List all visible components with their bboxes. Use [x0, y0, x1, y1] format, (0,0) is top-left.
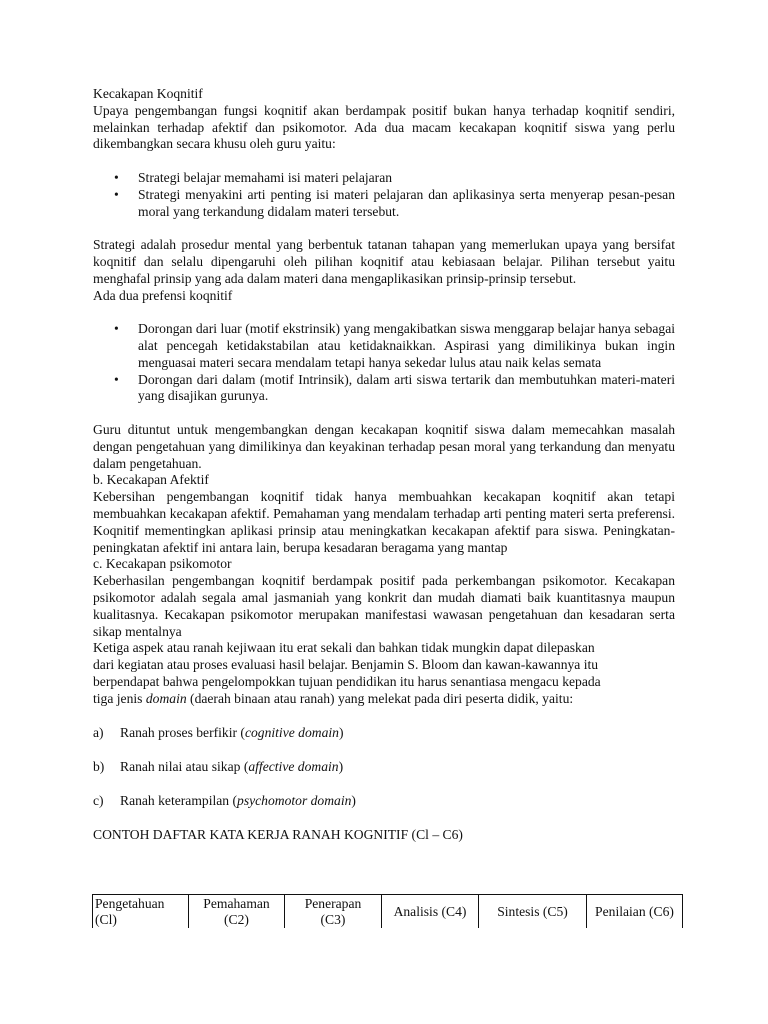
bloom-line: Ketiga aspek atau ranah kejiwaan itu erat sekali dan bahkan tidak mungkin dapat dilepaskan — [93, 640, 595, 656]
table-header-cell: Analisis (C4) — [382, 895, 479, 928]
document-body — [93, 86, 675, 844]
section-heading-afektif: b. Kecakapan Afektif — [93, 472, 209, 488]
table-header-row — [93, 895, 683, 928]
bloom-line: dari kegiatan atau proses evaluasi hasil belajar. Benjamin S. Bloom dan kawan-kawannya itu — [93, 657, 599, 673]
kata-kerja-table — [92, 894, 683, 928]
table-title: CONTOH DAFTAR KATA KERJA RANAH KOGNITIF (Cl – C6) — [93, 827, 463, 843]
list-item: • Dorongan dari dalam (motif Intrinsik), dalam arti siswa tertarik dan membutuhkan materi-materi yang disajikan gurunya. — [93, 372, 675, 406]
paragraph-conclusion: Guru dituntut untuk mengembangkan dengan kecakapan koqnitif siswa dalam memecahkan masalah dengan pengetahuan yang dimilikinya dan keyakinan terhadap pesan moral yang terkandung dan menyatu dalam pengetahuan. — [93, 421, 675, 471]
paragraph-strategy: Strategi adalah prosedur mental yang berbentuk tatanan tahapan yang memerlukan upaya yang bersifat koqnitif dan selalu dipengaruhi oleh pilihan koqnitif atau kebiasaan belajar. Pilihan tersebut yaitu menghafal prinsip yang ada dalam materi dana mengaplikasikan prinsip-prinsip tersebut. — [93, 237, 675, 286]
list-item: • Strategi menyakini arti penting isi materi pelajaran dan aplikasinya serta menyerap pesan-pesan moral yang terkandung didalam materi tersebut. — [93, 187, 675, 221]
paragraph-intro: Upaya pengembangan fungsi koqnitif akan berdampak positif bukan hanya terhadap koqnitif sendiri, melainkan terhadap afektif dan psikomotor. Ada dua macam kecakapan koqnitif siswa yang perlu dikembangkan secara khusu oleh guru yaitu: — [93, 102, 675, 152]
paragraph-prefensi-heading: Ada dua prefensi koqnitif — [93, 287, 233, 303]
domain-term: domain — [145, 690, 187, 706]
paragraph-bloom — [93, 640, 675, 707]
table-header-cell: Penilaian (C6) — [587, 895, 683, 928]
table-header-cell: Penerapan (C3) — [285, 895, 382, 928]
ranah-item-cognitive: a) Ranah proses berfikir (cognitive domain) — [93, 724, 344, 740]
list-item: • Dorongan dari luar (motif ekstrinsik) yang mengakibatkan siswa menggarap belajar hanya sebagai alat pencegah ketidakstabilan atau ketidaknaikkan. Aspirasi yang dimilikinya bukan ingin menguasai materi secara mendalam tetapi hanya sekedar lulus atau naik kelas semata — [93, 321, 675, 371]
bloom-line: berpendapat bahwa pengelompokkan tujuan pendidikan itu harus senantiasa mengacu kepada — [93, 673, 601, 689]
paragraph-afektif: Kebersihan pengembangan koqnitif tidak hanya membuahkan kecakapan koqnitif akan tetapi membuahkan kecakapan afektif. Pemahaman yang mendalam terhadap arti penting materi serta preferensi. Koqnitif mementingkan aplikasi prinsip atau meningkatkan kecakapan afektif para siswa. Peningkatan-peningkatan afektif ini antara lain, berupa kesadaran beragama yang mantap — [93, 489, 675, 555]
ranah-item-psychomotor: c) Ranah keterampilan (psychomotor domain) — [93, 793, 356, 809]
section-heading-kognitif: Kecakapan Koqnitif — [93, 86, 203, 101]
table-header-cell: Pengetahuan (Cl) — [93, 895, 189, 928]
paragraph-psikomotor: Keberhasilan pengembangan koqnitif berdampak positif pada perkembangan psikomotor. Kecakapan psikomotor adalah segala amal jasmaniah yang konkrit dan mudah diamati baik kuantitasnya maupun kualitasnya. Kecakapan psikomotor merupakan manifestasi wawasan pengetahuan dan kesadaran serta sikap mentalnya — [93, 573, 675, 639]
section-heading-psikomotor: c. Kecakapan psikomotor — [93, 556, 232, 572]
list-item: • Strategi belajar memahami isi materi pelajaran — [93, 170, 675, 187]
table-header-cell: Sintesis (C5) — [479, 895, 587, 928]
prefensi-list — [93, 321, 675, 405]
strategy-list — [93, 170, 675, 220]
ranah-item-affective: b) Ranah nilai atau sikap (affective domain) — [93, 759, 344, 775]
table-header-cell: Pemahaman (C2) — [189, 895, 285, 928]
bloom-line: tiga jenis domain (daerah binaan atau ranah) yang melekat pada diri peserta didik, yaitu: — [93, 690, 574, 706]
